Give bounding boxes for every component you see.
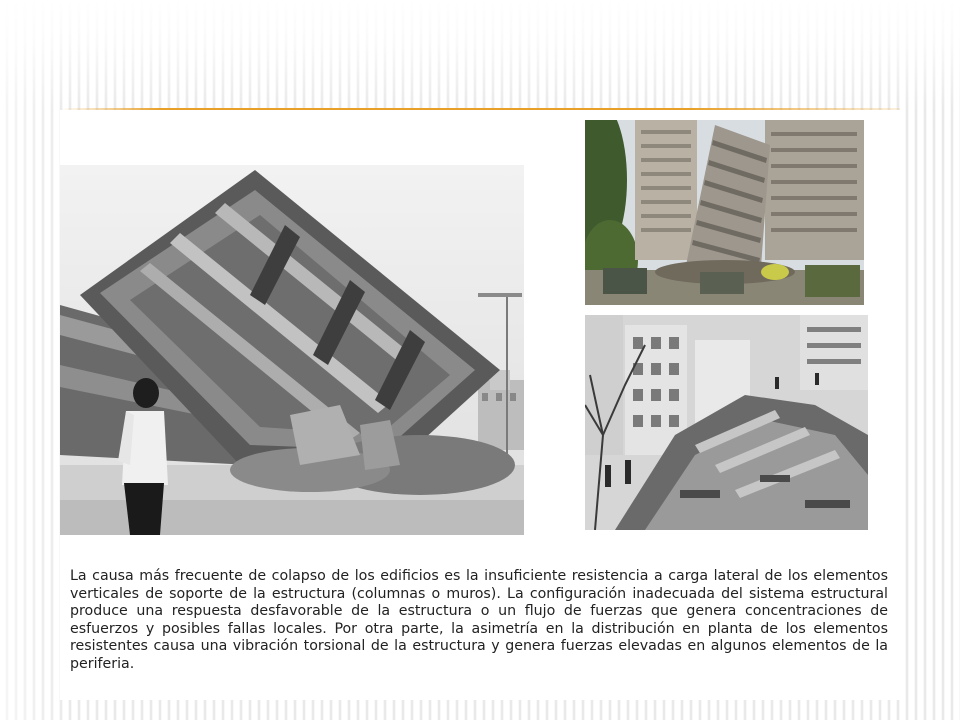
accent-divider-line: [60, 108, 900, 110]
building-rubble-photo: [585, 315, 868, 530]
collapsed-building-photo: [60, 165, 524, 535]
body-paragraph: La causa más frecuente de colapso de los edificios es la insuficiente resistencia a carga lateral de los elementos verticales de soporte de la estructura (columnas o muros). La configuración inadecuada del sistema estructural produce una respuesta desfavorable de la estructura o un flujo de fuerzas que genera concentraciones de esfuerzos y posibles fallas locales. Por otra parte, la asimetría en la distribución en planta de los elementos resistentes causa una vibración torsional de la estructura y genera fuerzas elevadas en algunos elementos de la periferia.: [70, 568, 888, 672]
background-fade-top: [0, 0, 960, 110]
tilted-tower-photo: [585, 120, 864, 305]
